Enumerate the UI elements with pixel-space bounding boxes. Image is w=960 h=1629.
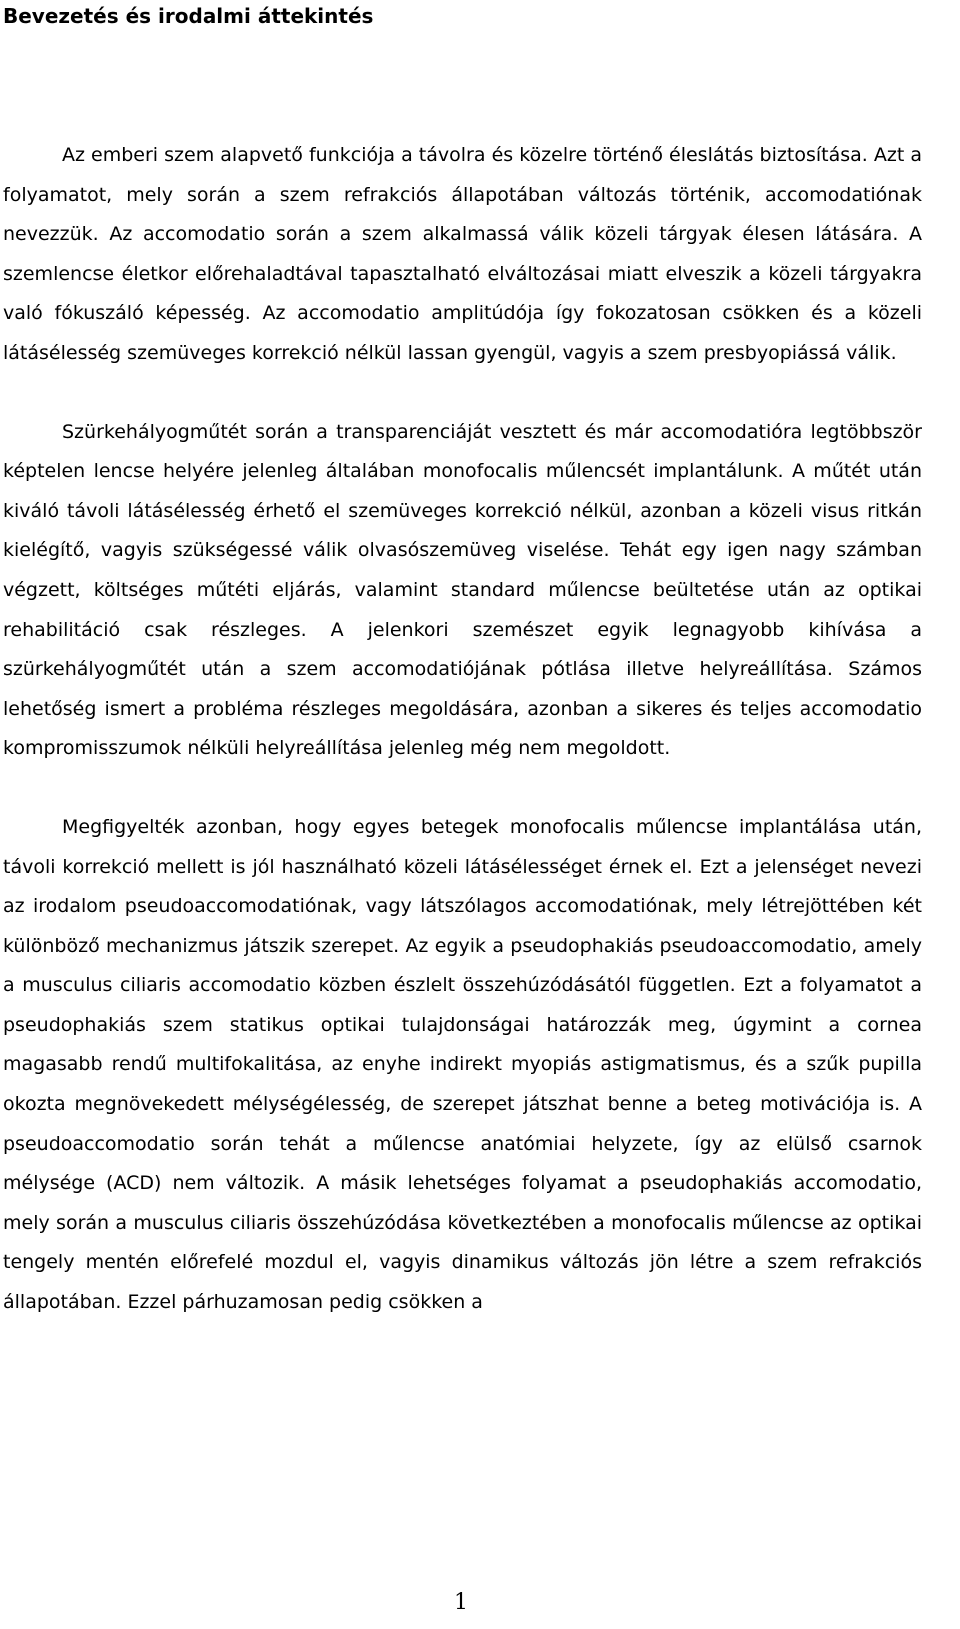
body-text [3, 136, 922, 1323]
page-number: 1 [454, 1590, 468, 1615]
paragraph-presbyopia: Az emberi szem alapvető funkciója a távolra és közelre történő éleslátás biztosítása. Azt a folyamatot, mely során a szem refrakciós állapotában változás történik, accomodatiónak nevezzük. Az accomodatio során a szem alkalmassá válik közeli tárgyak élesen látására. A szemlencse életkor előrehaladtával tapasztalható elváltozásai miatt elveszik a közeli tárgyakra való fókuszáló képesség. Az accomodatio amplitúdója így fokozatosan csökken és a közeli látásélesség szemüveges korrekció nélkül lassan gyengül, vagyis a szem presbyopiássá válik. [3, 144, 922, 364]
paragraph-pseudoaccommodation: Megfigyelték azonban, hogy egyes betegek monofocalis műlencse implantálása után, távoli korrekció mellett is jól használható közeli látásélességet érnek el. Ezt a jelenséget nevezi az irodalom pseudoaccomodatiónak, vagy látszólagos accomodatiónak, mely létrejöttében két különböző mechanizmus játszik szerepet. Az egyik a pseudophakiás pseudoaccomodatio, amely a musculus ciliaris accomodatio közben észlelt összehúzódásától független. Ezt a folyamatot a pseudophakiás szem statikus optikai tulajdonságai határozzák meg, úgymint a cornea magasabb rendű multifokalitása, az enyhe indirekt myopiás astigmatismus, és a szűk pupilla okozta megnövekedett mélységélesség, de szerepet játszhat benne a beteg motivációja is. A pseudoaccomodatio során tehát a műlencse anatómiai helyzete, így az elülső csarnok mélysége (ACD) nem változik. A másik lehetséges folyamat a pseudophakiás accomodatio, mely során a musculus ciliaris összehúzódása következtében a monofocalis műlencse az optikai tengely mentén előrefelé mozdul el, vagyis dinamikus változás jön létre a szem refrakciós állapotában. Ezzel párhuzamosan pedig csökken a [3, 815, 922, 1314]
paragraph-cataract-surgery: Szürkehályogműtét során a transparenciáját vesztett és már accomodatióra legtöbbször képtelen lencse helyére jelenleg általában monofocalis műlencsét implantálunk. A műtét után kiváló távoli látásélesség érhető el szemüveges korrekció nélkül, azonban a közeli visus ritkán kielégítő, vagyis szükségessé válik olvasószemüveg viselése. Tehát egy igen nagy számban végzett, költséges műtéti eljárás, valamint standard műlencse beültetése után az optikai rehabilitáció csak részleges. A jelenkori szemészet egyik legnagyobb kihívása a szürkehályogműtét után a szem accomodatiójának pótlása illetve helyreállítása. Számos lehetőség ismert a probléma részleges megoldására, azonban a sikeres és teljes accomodatio kompromisszumok nélküli helyreállítása jelenleg még nem megoldott. [3, 420, 922, 760]
section-heading: Bevezetés és irodalmi áttekintés [3, 4, 374, 28]
